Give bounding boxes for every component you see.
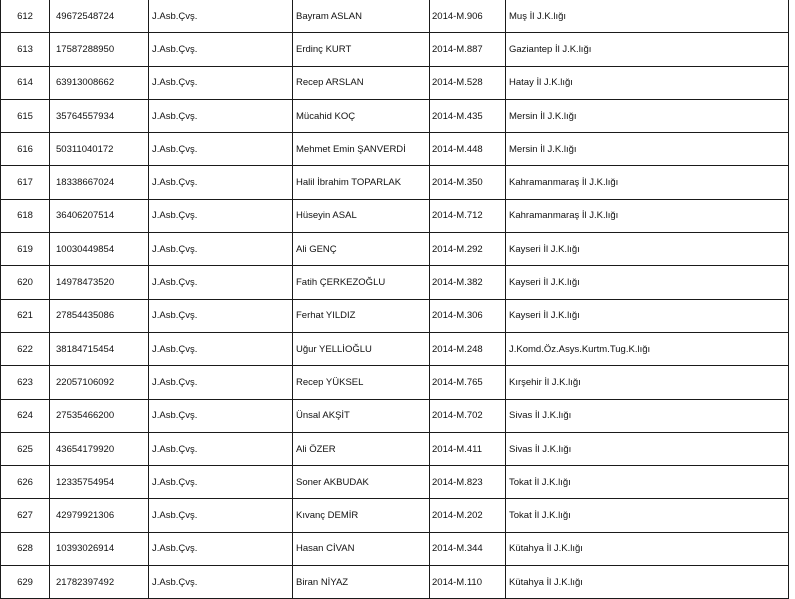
assigned-unit: Muş İl J.K.lığı <box>506 0 789 33</box>
full-name: Biran NİYAZ <box>293 566 430 599</box>
full-name: Recep YÜKSEL <box>293 366 430 399</box>
registry-code: 2014-M.448 <box>430 133 506 166</box>
table-row <box>1 532 789 565</box>
rank: J.Asb.Çvş. <box>149 299 293 332</box>
rank: J.Asb.Çvş. <box>149 466 293 499</box>
assigned-unit: Tokat İl J.K.lığı <box>506 466 789 499</box>
row-number: 623 <box>1 366 50 399</box>
assigned-unit: Kayseri İl J.K.lığı <box>506 233 789 266</box>
rank: J.Asb.Çvş. <box>149 366 293 399</box>
row-number: 629 <box>1 566 50 599</box>
full-name: Erdinç KURT <box>293 33 430 66</box>
rank: J.Asb.Çvş. <box>149 33 293 66</box>
row-number: 625 <box>1 432 50 465</box>
id-number: 12335754954 <box>50 466 149 499</box>
registry-code: 2014-M.712 <box>430 199 506 232</box>
rank: J.Asb.Çvş. <box>149 233 293 266</box>
table-row <box>1 233 789 266</box>
full-name: Halil İbrahim TOPARLAK <box>293 166 430 199</box>
table-row <box>1 299 789 332</box>
registry-code: 2014-M.344 <box>430 532 506 565</box>
rank: J.Asb.Çvş. <box>149 199 293 232</box>
id-number: 36406207514 <box>50 199 149 232</box>
row-number: 627 <box>1 499 50 532</box>
id-number: 14978473520 <box>50 266 149 299</box>
id-number: 49672548724 <box>50 0 149 33</box>
assigned-unit: J.Komd.Öz.Asys.Kurtm.Tug.K.lığı <box>506 332 789 365</box>
table-row <box>1 99 789 132</box>
registry-code: 2014-M.528 <box>430 66 506 99</box>
assigned-unit: Kayseri İl J.K.lığı <box>506 299 789 332</box>
rank: J.Asb.Çvş. <box>149 133 293 166</box>
id-number: 17587288950 <box>50 33 149 66</box>
table-row <box>1 33 789 66</box>
id-number: 63913008662 <box>50 66 149 99</box>
assigned-unit: Mersin İl J.K.lığı <box>506 99 789 132</box>
full-name: Recep ARSLAN <box>293 66 430 99</box>
registry-code: 2014-M.202 <box>430 499 506 532</box>
rank: J.Asb.Çvş. <box>149 332 293 365</box>
registry-code: 2014-M.702 <box>430 399 506 432</box>
table-row <box>1 366 789 399</box>
rank: J.Asb.Çvş. <box>149 399 293 432</box>
row-number: 628 <box>1 532 50 565</box>
table-row <box>1 566 789 599</box>
rank: J.Asb.Çvş. <box>149 166 293 199</box>
table-row <box>1 332 789 365</box>
assigned-unit: Kayseri İl J.K.lığı <box>506 266 789 299</box>
full-name: Ünsal AKŞİT <box>293 399 430 432</box>
registry-code: 2014-M.248 <box>430 332 506 365</box>
table-row <box>1 199 789 232</box>
row-number: 622 <box>1 332 50 365</box>
table-row <box>1 399 789 432</box>
assigned-unit: Sivas İl J.K.lığı <box>506 399 789 432</box>
assigned-unit: Kahramanmaraş İl J.K.lığı <box>506 166 789 199</box>
registry-code: 2014-M.292 <box>430 233 506 266</box>
registry-code: 2014-M.411 <box>430 432 506 465</box>
assigned-unit: Kütahya İl J.K.lığı <box>506 532 789 565</box>
full-name: Kıvanç DEMİR <box>293 499 430 532</box>
table-row <box>1 66 789 99</box>
registry-code: 2014-M.350 <box>430 166 506 199</box>
row-number: 621 <box>1 299 50 332</box>
table-row <box>1 166 789 199</box>
row-number: 618 <box>1 199 50 232</box>
registry-code: 2014-M.382 <box>430 266 506 299</box>
table-row <box>1 0 789 33</box>
row-number: 613 <box>1 33 50 66</box>
registry-code: 2014-M.906 <box>430 0 506 33</box>
id-number: 10393026914 <box>50 532 149 565</box>
row-number: 612 <box>1 0 50 33</box>
full-name: Uğur YELLİOĞLU <box>293 332 430 365</box>
full-name: Fatih ÇERKEZOĞLU <box>293 266 430 299</box>
id-number: 18338667024 <box>50 166 149 199</box>
table-row <box>1 133 789 166</box>
full-name: Hasan CİVAN <box>293 532 430 565</box>
id-number: 42979921306 <box>50 499 149 532</box>
full-name: Hüseyin ASAL <box>293 199 430 232</box>
row-number: 614 <box>1 66 50 99</box>
rank: J.Asb.Çvş. <box>149 499 293 532</box>
assigned-unit: Kahramanmaraş İl J.K.lığı <box>506 199 789 232</box>
registry-code: 2014-M.823 <box>430 466 506 499</box>
rank: J.Asb.Çvş. <box>149 99 293 132</box>
id-number: 50311040172 <box>50 133 149 166</box>
rank: J.Asb.Çvş. <box>149 266 293 299</box>
rank: J.Asb.Çvş. <box>149 66 293 99</box>
id-number: 21782397492 <box>50 566 149 599</box>
assigned-unit: Kütahya İl J.K.lığı <box>506 566 789 599</box>
id-number: 27854435086 <box>50 299 149 332</box>
id-number: 35764557934 <box>50 99 149 132</box>
personnel-table-body <box>1 0 789 599</box>
registry-code: 2014-M.435 <box>430 99 506 132</box>
table-row <box>1 432 789 465</box>
assigned-unit: Tokat İl J.K.lığı <box>506 499 789 532</box>
id-number: 27535466200 <box>50 399 149 432</box>
rank: J.Asb.Çvş. <box>149 566 293 599</box>
registry-code: 2014-M.306 <box>430 299 506 332</box>
full-name: Ferhat YILDIZ <box>293 299 430 332</box>
full-name: Soner AKBUDAK <box>293 466 430 499</box>
row-number: 624 <box>1 399 50 432</box>
rank: J.Asb.Çvş. <box>149 0 293 33</box>
table-row <box>1 266 789 299</box>
full-name: Mücahid KOÇ <box>293 99 430 132</box>
full-name: Bayram ASLAN <box>293 0 430 33</box>
id-number: 10030449854 <box>50 233 149 266</box>
assigned-unit: Kırşehir İl J.K.lığı <box>506 366 789 399</box>
id-number: 38184715454 <box>50 332 149 365</box>
row-number: 619 <box>1 233 50 266</box>
table-row <box>1 466 789 499</box>
full-name: Mehmet Emin ŞANVERDİ <box>293 133 430 166</box>
assigned-unit: Mersin İl J.K.lığı <box>506 133 789 166</box>
row-number: 616 <box>1 133 50 166</box>
row-number: 626 <box>1 466 50 499</box>
assigned-unit: Sivas İl J.K.lığı <box>506 432 789 465</box>
rank: J.Asb.Çvş. <box>149 432 293 465</box>
id-number: 43654179920 <box>50 432 149 465</box>
assigned-unit: Gaziantep İl J.K.lığı <box>506 33 789 66</box>
registry-code: 2014-M.887 <box>430 33 506 66</box>
registry-code: 2014-M.765 <box>430 366 506 399</box>
row-number: 615 <box>1 99 50 132</box>
row-number: 617 <box>1 166 50 199</box>
table-row <box>1 499 789 532</box>
assigned-unit: Hatay İl J.K.lığı <box>506 66 789 99</box>
rank: J.Asb.Çvş. <box>149 532 293 565</box>
id-number: 22057106092 <box>50 366 149 399</box>
registry-code: 2014-M.110 <box>430 566 506 599</box>
full-name: Ali ÖZER <box>293 432 430 465</box>
full-name: Ali GENÇ <box>293 233 430 266</box>
row-number: 620 <box>1 266 50 299</box>
